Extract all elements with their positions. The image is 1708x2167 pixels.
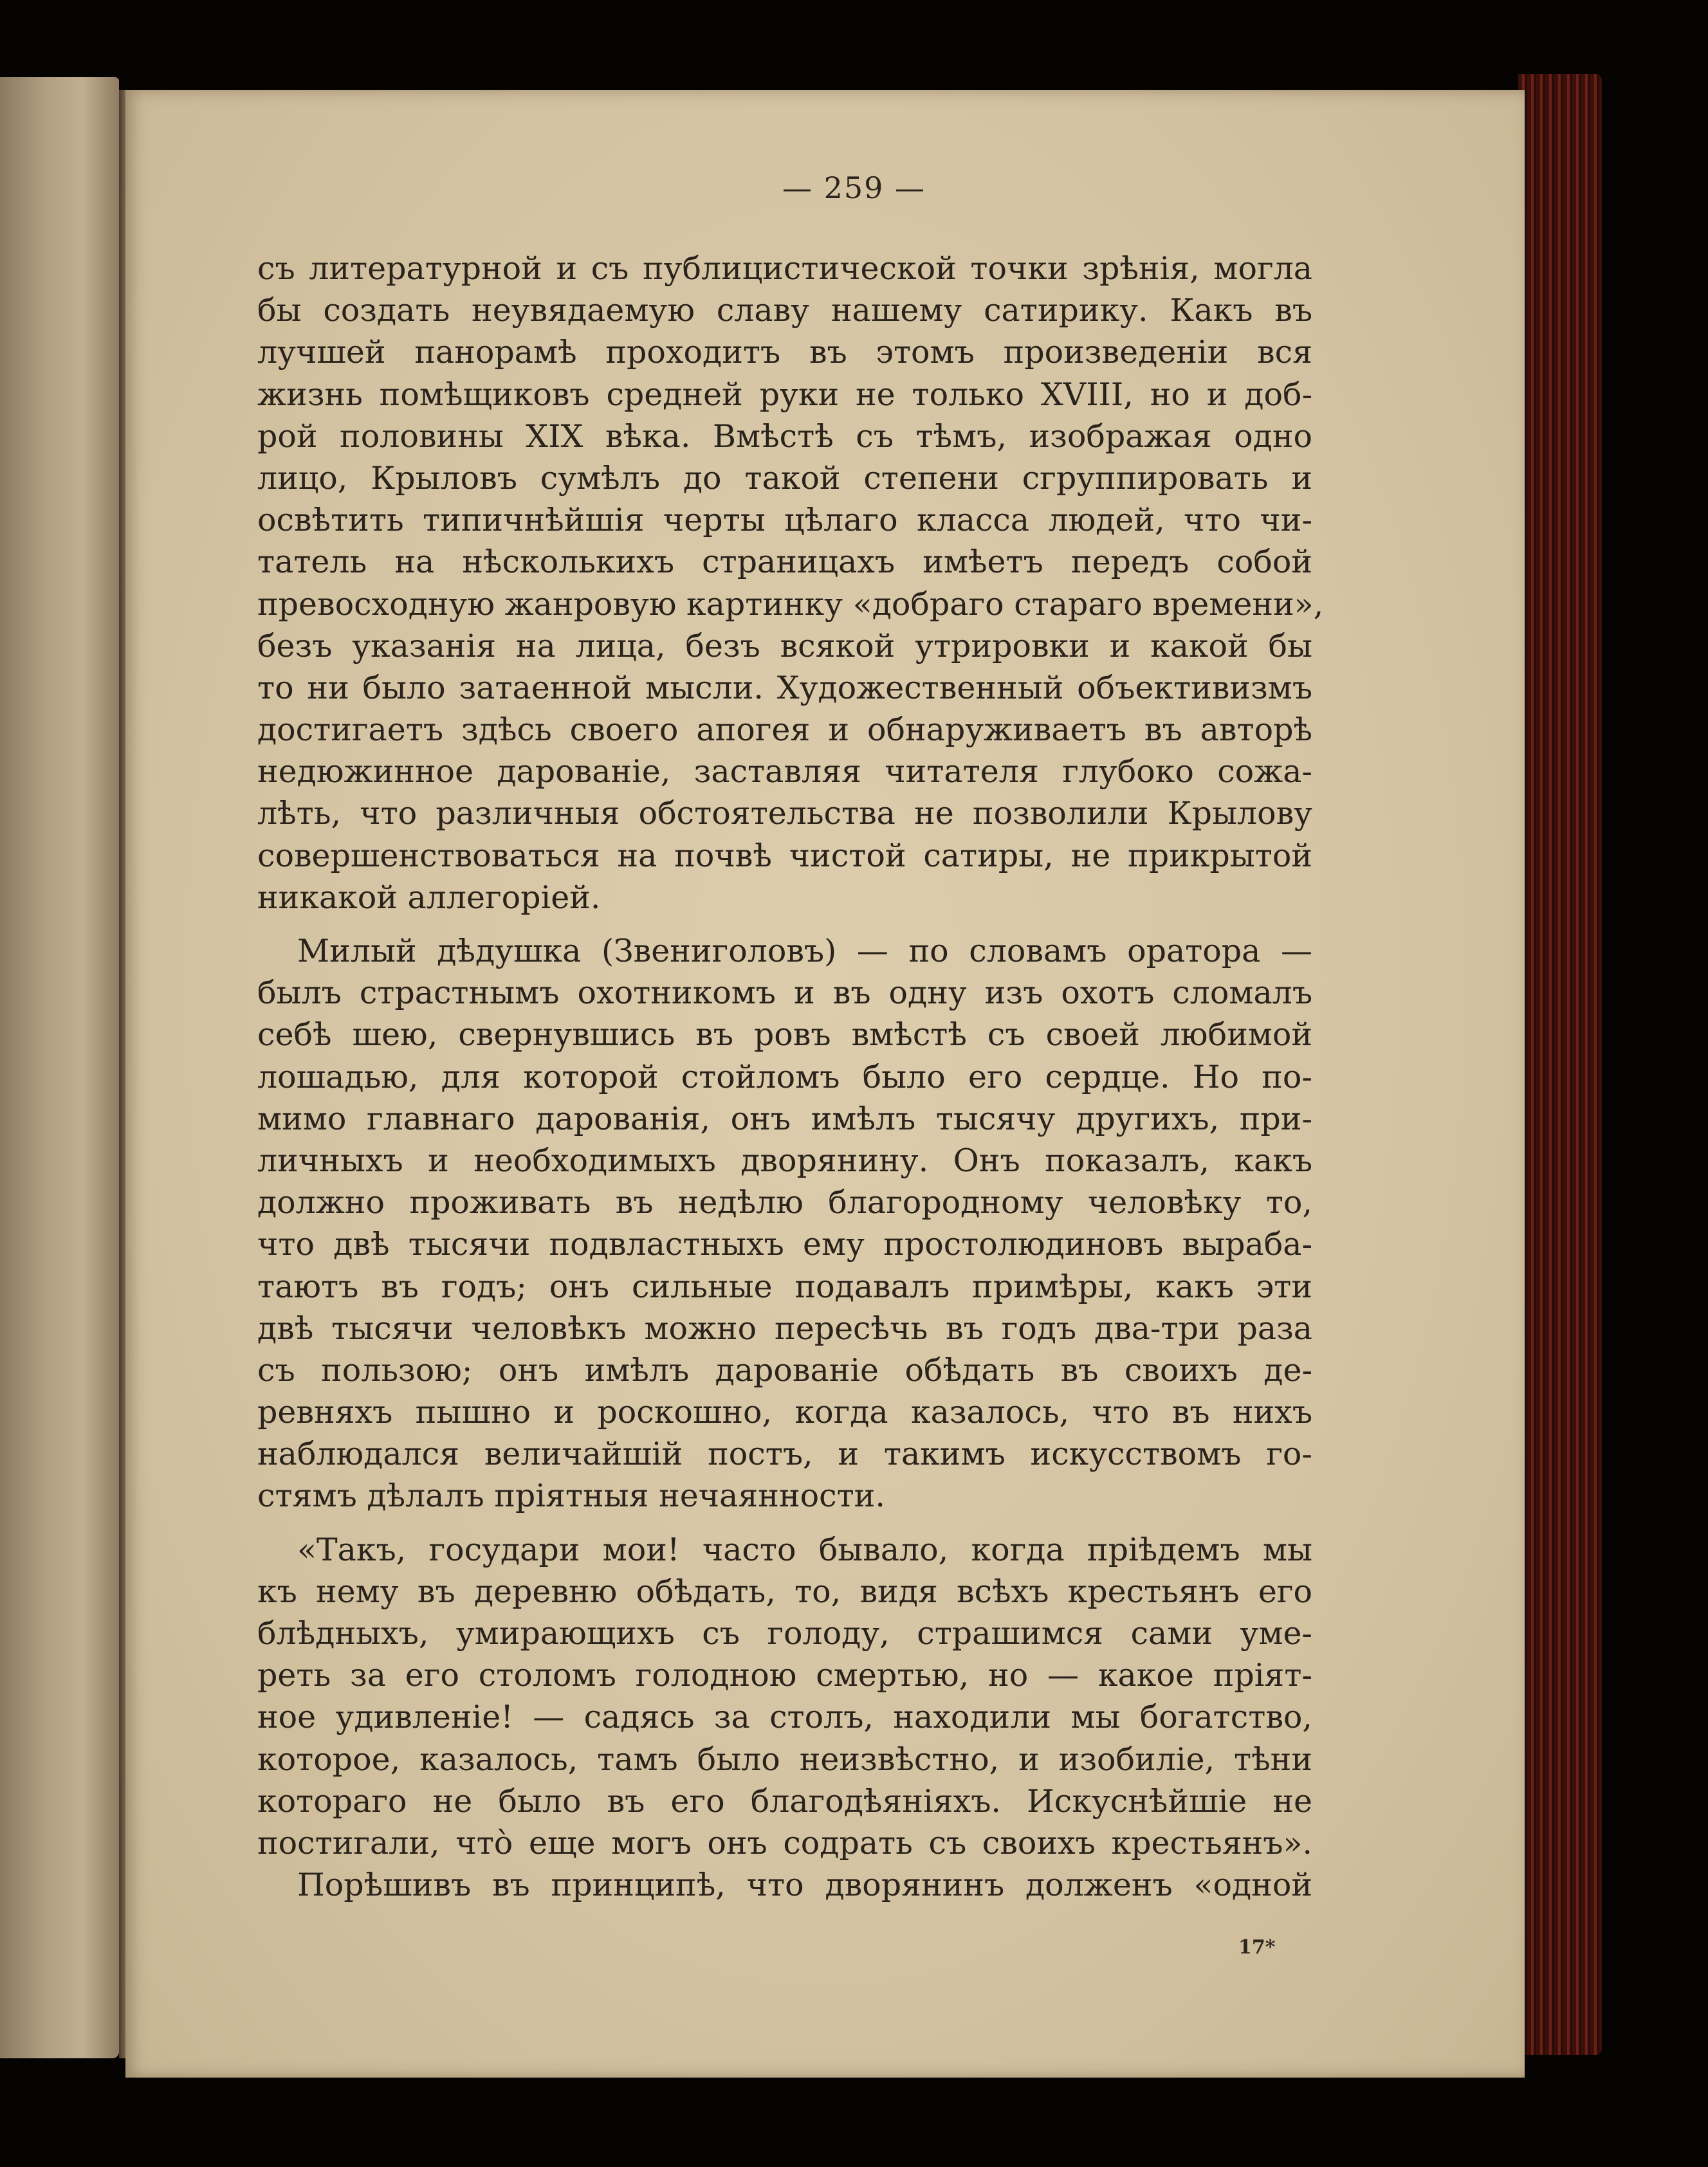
text-line: лѣть, что различныя обстоятельства не позволили Крылову: [257, 795, 1312, 832]
text-line: безъ указанія на лица, безъ всякой утрировки и какой бы: [257, 627, 1312, 664]
text-line: бы создать неувядаемую славу нашему сатирику. Какъ въ: [257, 292, 1312, 329]
text-line: недюжинное дарованіе, заставляя читателя глубоко сожа-: [257, 753, 1312, 791]
text-line: двѣ тысячи человѣкъ можно пересѣчь въ годъ два-три раза: [257, 1310, 1312, 1347]
text-line: блѣдныхъ, умирающихъ съ голоду, страшимся сами уме-: [257, 1615, 1312, 1652]
text-line: должно проживать въ недѣлю благородному человѣку то,: [257, 1184, 1312, 1221]
left-page-edge: [0, 77, 119, 2058]
text-line: таютъ въ годъ; онъ сильные подавалъ примѣры, какъ эти: [257, 1268, 1312, 1305]
text-line: которое, казалось, тамъ было неизвѣстно, и изобиліе, тѣни: [257, 1741, 1312, 1778]
text-line: наблюдался величайшій постъ, и такимъ искусствомъ го-: [257, 1436, 1312, 1473]
text-line: «Такъ, государи мои! часто бывало, когда пріѣдемъ мы: [297, 1531, 1312, 1568]
text-line: котораго не было въ его благодѣяніяхъ. Искуснѣйшіе не: [257, 1782, 1312, 1820]
text-line: Порѣшивъ въ принципѣ, что дворянинъ долженъ «одной: [297, 1867, 1312, 1904]
text-line: къ нему въ деревню обѣдать, то, видя всѣхъ крестьянъ его: [257, 1573, 1312, 1610]
text-line: достигаетъ здѣсь своего апогея и обнаруживаетъ въ авторѣ: [257, 711, 1312, 749]
text-line: себѣ шею, свернувшись въ ровъ вмѣстѣ съ своей любимой: [257, 1016, 1312, 1054]
text-line: былъ страстнымъ охотникомъ и въ одну изъ охотъ сломалъ: [257, 974, 1312, 1012]
text-line: превосходную жанровую картинку «добраго стараго времени»,: [257, 585, 1324, 623]
body-text: [257, 248, 1324, 1906]
text-line: личныхъ и необходимыхъ дворянину. Онъ показалъ, какъ: [257, 1142, 1312, 1179]
text-line: рой половины XIX вѣка. Вмѣстѣ съ тѣмъ, изображая одно: [257, 417, 1312, 455]
text-line: мимо главнаго дарованія, онъ имѣлъ тысячу другихъ, при-: [257, 1100, 1312, 1137]
signature-mark: 17*: [1238, 1936, 1276, 1959]
text-line: жизнь помѣщиковъ средней руки не только XVIII, но и доб-: [257, 376, 1312, 413]
text-line: ревняхъ пышно и роскошно, когда казалось, что въ нихъ: [257, 1394, 1312, 1431]
text-line: реть за его столомъ голодною смертью, но — какое пріят-: [257, 1657, 1312, 1694]
text-line: татель на нѣсколькихъ страницахъ имѣетъ передъ собой: [257, 544, 1312, 581]
text-line: стямъ дѣлалъ пріятныя нечаянности.: [257, 1477, 885, 1515]
text-line: что двѣ тысячи подвластныхъ ему простолюдиновъ выраба-: [257, 1226, 1312, 1263]
text-line: лошадью, для которой стойломъ было его сердце. Но по-: [257, 1058, 1312, 1095]
text-line: съ литературной и съ публицистической точки зрѣнія, могла: [257, 250, 1312, 287]
text-line: постигали, что̀ еще могъ онъ содрать съ своихъ крестьянъ».: [257, 1824, 1312, 1861]
book-edge: [1518, 74, 1602, 2055]
paragraph-gap: [257, 1517, 1312, 1529]
text-line: съ пользою; онъ имѣлъ дарованіе обѣдать въ своихъ де-: [257, 1351, 1312, 1389]
paragraph-gap: [257, 919, 1312, 930]
text-line: освѣтить типичнѣйшія черты цѣлаго класса людей, что чи-: [257, 502, 1312, 539]
text-line: то ни было затаенной мысли. Художественный объективизмъ: [257, 669, 1312, 706]
text-line: Милый дѣдушка (Звениголовъ) — по словамъ оратора —: [297, 933, 1312, 969]
page-number: — 259 —: [782, 170, 926, 205]
text-line: ное удивленіе! — садясь за столъ, находили мы богатство,: [257, 1699, 1312, 1736]
text-line: совершенствоваться на почвѣ чистой сатиры, не прикрытой: [257, 837, 1312, 874]
text-line: лицо, Крыловъ сумѣлъ до такой степени сгруппировать и: [257, 459, 1312, 497]
text-line: лучшей панорамѣ проходитъ въ этомъ произведеніи вся: [257, 334, 1312, 371]
text-line: никакой аллегоріей.: [257, 879, 601, 916]
